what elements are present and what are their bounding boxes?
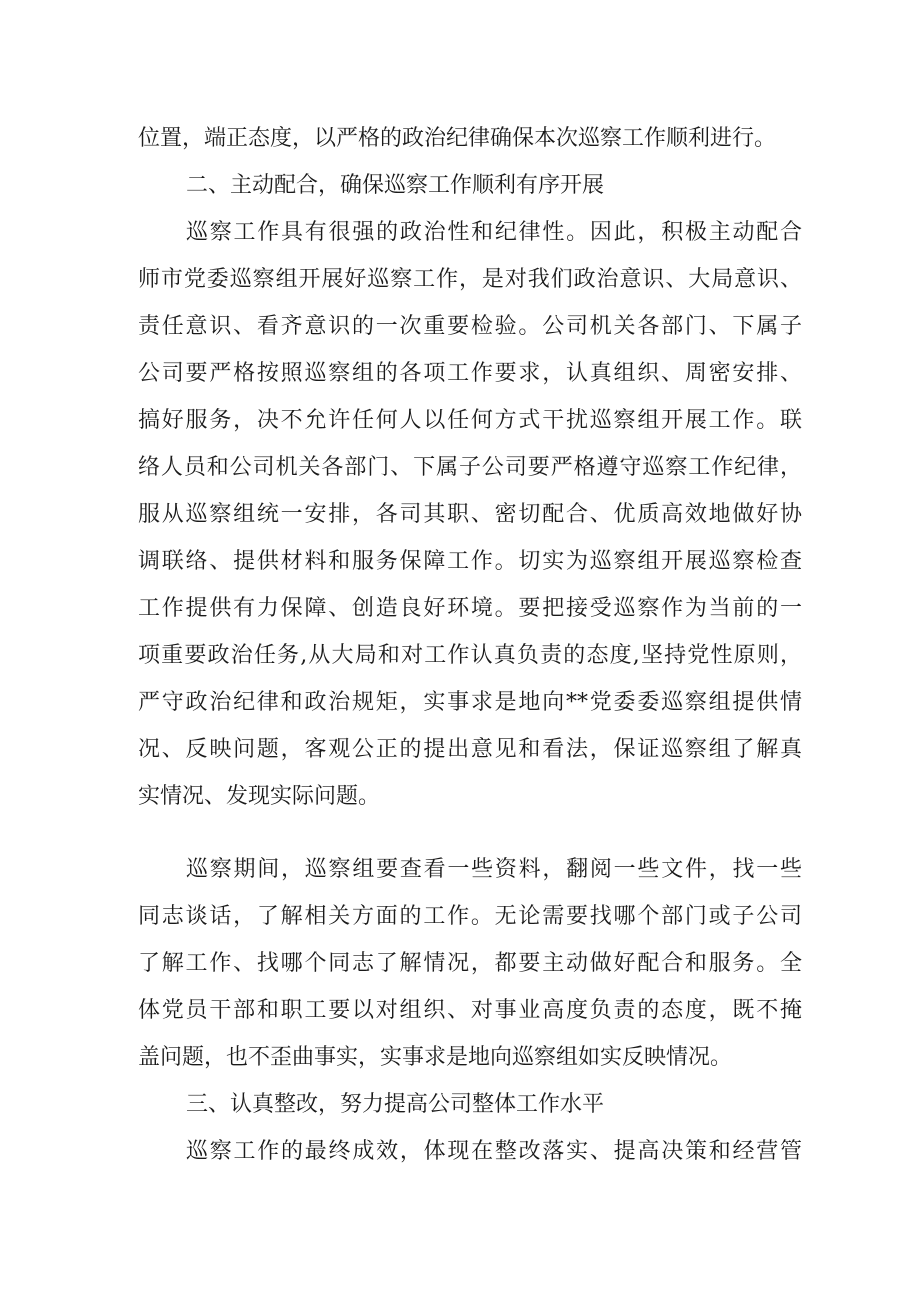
paragraph-line: 况、反映问题，客观公正的提出意见和看法，保证巡察组了解真 [138,737,802,762]
paragraph-line: 巡察工作具有很强的政治性和纪律性。因此，积极主动配合 [186,220,802,245]
paragraph-line: 位置，端正态度，以严格的政治纪律确保本次巡察工作顺利进行。 [138,126,777,151]
paragraph-line: 工作提供有力保障、创造良好环境。要把接受巡察作为当前的一 [138,596,802,621]
paragraph-line: 了解工作、找哪个同志了解情况，都要主动做好配合和服务。全 [138,951,802,976]
paragraph-line: 项重要政治任务,从大局和对工作认真负责的态度,坚持党性原则， [138,643,802,668]
paragraph-line: 络人员和公司机关各部门、下属子公司要严格遵守巡察工作纪律， [138,455,802,480]
paragraph-line: 服从巡察组统一安排，各司其职、密切配合、优质高效地做好协 [138,502,802,527]
paragraph-line: 同志谈话，了解相关方面的工作。无论需要找哪个部门或子公司 [138,904,802,929]
paragraph-line: 巡察工作的最终成效，体现在整改落实、提高决策和经营管 [186,1139,802,1164]
paragraph-line: 师市党委巡察组开展好巡察工作，是对我们政治意识、大局意识、 [138,267,802,292]
paragraph-line: 巡察期间，巡察组要查看一些资料，翻阅一些文件，找一些 [186,857,802,882]
paragraph-line: 调联络、提供材料和服务保障工作。切实为巡察组开展巡察检查 [138,549,802,574]
paragraph-line: 责任意识、看齐意识的一次重要检验。公司机关各部门、下属子 [138,314,802,339]
paragraph-line: 严守政治纪律和政治规矩，实事求是地向**党委委巡察组提供情 [138,690,802,715]
paragraph-line: 体党员干部和职工要以对组织、对事业高度负责的态度，既不掩 [138,998,802,1023]
paragraph-line: 盖问题，也不歪曲事实，实事求是地向巡察组如实反映情况。 [138,1045,733,1070]
section-heading: 三、认真整改，努力提高公司整体工作水平 [186,1092,605,1117]
paragraph-line: 实情况、发现实际问题。 [138,784,381,809]
paragraph-line: 公司要严格按照巡察组的各项工作要求，认真组织、周密安排、 [138,361,802,386]
section-heading: 二、主动配合，确保巡察工作顺利有序开展 [186,173,605,198]
paragraph-line: 搞好服务，决不允许任何人以任何方式干扰巡察组开展工作。联 [138,408,802,433]
